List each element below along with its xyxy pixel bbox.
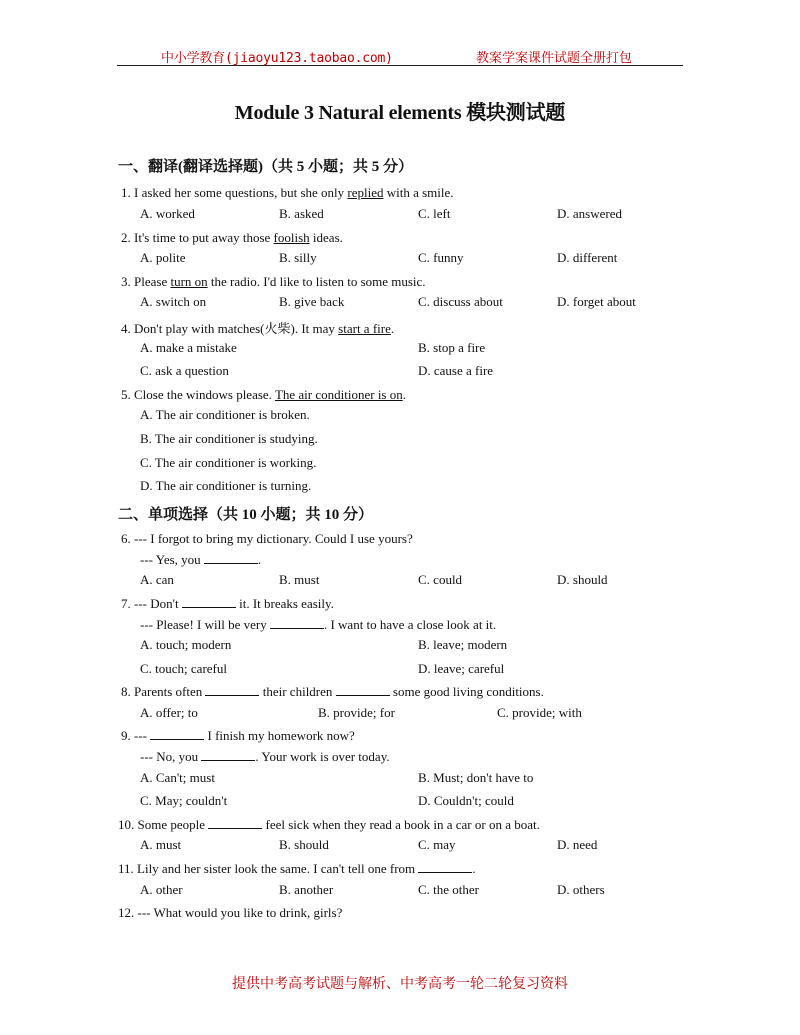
page-header xyxy=(117,46,683,66)
q9-option-a: A. Can't; must xyxy=(140,770,215,785)
section-2-title: 二、单项选择（共 10 小题；共 10 分） xyxy=(118,507,374,523)
question-9: 9. --- I finish my homework now? xyxy=(121,728,355,743)
q7-option-b: B. leave; modern xyxy=(418,637,508,652)
underlined-word: replied xyxy=(347,185,384,200)
q4-option-b: B. stop a fire xyxy=(418,340,486,355)
q2-option-d: D. different xyxy=(557,250,618,265)
question-11: 11. Lily and her sister look the same. I can't tell one from . xyxy=(118,861,476,876)
q10-option-d: D. need xyxy=(557,837,598,852)
q3-option-d: D. forget about xyxy=(557,294,636,309)
answer-blank xyxy=(208,817,262,829)
q1-option-b: B. asked xyxy=(279,206,324,221)
q10-option-a: A. must xyxy=(140,837,182,852)
q5-option-b: B. The air conditioner is studying. xyxy=(140,431,318,446)
question-1: 1. I asked her some questions, but she only replied with a smile. xyxy=(121,185,454,200)
q10-option-b: B. should xyxy=(279,837,329,852)
answer-blank xyxy=(201,749,255,761)
q2-option-c: C. funny xyxy=(418,250,464,265)
question-8: 8. Parents often their children some good living conditions. xyxy=(121,684,544,699)
q7-option-c: C. touch; careful xyxy=(140,661,227,676)
question-2: 2. It's time to put away those foolish ideas. xyxy=(121,230,343,245)
q1-option-c: C. left xyxy=(418,206,451,221)
underlined-word: foolish xyxy=(273,230,310,245)
q2-option-b: B. silly xyxy=(279,250,317,265)
q4-option-a: A. make a mistake xyxy=(140,340,237,355)
q6-option-a: A. can xyxy=(140,572,174,587)
q11-option-a: A. other xyxy=(140,882,183,897)
answer-blank xyxy=(205,684,259,696)
question-4: 4. Don't play with matches(火柴). It may start a fire. xyxy=(121,321,395,336)
answer-blank xyxy=(336,684,390,696)
q2-option-a: A. polite xyxy=(140,250,186,265)
question-10: 10. Some people feel sick when they read a book in a car or on a boat. xyxy=(118,817,540,832)
question-5: 5. Close the windows please. The air conditioner is on. xyxy=(121,387,406,402)
question-6: 6. --- I forgot to bring my dictionary. Could I use yours? xyxy=(121,531,413,546)
q7-option-a: A. touch; modern xyxy=(140,637,232,652)
q5-option-d: D. The air conditioner is turning. xyxy=(140,478,312,493)
q8-option-a: A. offer; to xyxy=(140,705,198,720)
answer-blank xyxy=(150,728,204,740)
q5-option-c: C. The air conditioner is working. xyxy=(140,455,317,470)
header-right-text: 教案学案课件试题全册打包 xyxy=(476,51,633,66)
underlined-word: start a fire xyxy=(338,321,391,336)
underlined-word: turn on xyxy=(170,274,208,289)
question-9-reply: --- No, you . Your work is over today. xyxy=(140,749,390,764)
answer-blank xyxy=(418,861,472,873)
section-1-title: 一、翻译(翻译选择题)（共 5 小题；共 5 分） xyxy=(118,159,413,175)
q9-option-c: C. May; couldn't xyxy=(140,793,228,808)
question-6-reply: --- Yes, you . xyxy=(140,552,262,567)
answer-blank xyxy=(204,552,258,564)
q3-option-c: C. discuss about xyxy=(418,294,503,309)
q1-option-d: D. answered xyxy=(557,206,622,221)
q9-option-d: D. Couldn't; could xyxy=(418,793,514,808)
q11-option-b: B. another xyxy=(279,882,334,897)
question-7-reply: --- Please! I will be very . I want to have a close look at it. xyxy=(140,617,497,632)
q5-option-a: A. The air conditioner is broken. xyxy=(140,407,310,422)
question-7: 7. --- Don't it. It breaks easily. xyxy=(121,596,334,611)
q8-option-b: B. provide; for xyxy=(318,705,395,720)
header-left-text: 中小学教育(jiaoyu123.taobao.com) xyxy=(161,51,393,66)
q9-option-b: B. Must; don't have to xyxy=(418,770,534,785)
q6-option-c: C. could xyxy=(418,572,463,587)
q10-option-c: C. may xyxy=(418,837,456,852)
answer-blank xyxy=(270,617,324,629)
answer-blank xyxy=(182,596,236,608)
question-12: 12. --- What would you like to drink, girls? xyxy=(118,905,343,920)
q4-option-d: D. cause a fire xyxy=(418,363,494,378)
q6-option-b: B. must xyxy=(279,572,320,587)
q3-option-b: B. give back xyxy=(279,294,345,309)
q1-option-a: A. worked xyxy=(140,206,195,221)
q11-option-d: D. others xyxy=(557,882,605,897)
q4-option-c: C. ask a question xyxy=(140,363,229,378)
q7-option-d: D. leave; careful xyxy=(418,661,505,676)
q11-option-c: C. the other xyxy=(418,882,480,897)
page-footer: 提供中考高考试题与解析、中考高考一轮二轮复习资料 xyxy=(232,976,568,992)
q6-option-d: D. should xyxy=(557,572,608,587)
page-title: Module 3 Natural elements 模块测试题 xyxy=(234,102,566,124)
underlined-word: The air conditioner is on xyxy=(274,387,403,402)
question-3: 3. Please turn on the radio. I'd like to listen to some music. xyxy=(121,274,426,289)
q3-option-a: A. switch on xyxy=(140,294,207,309)
q8-option-c: C. provide; with xyxy=(497,705,582,720)
